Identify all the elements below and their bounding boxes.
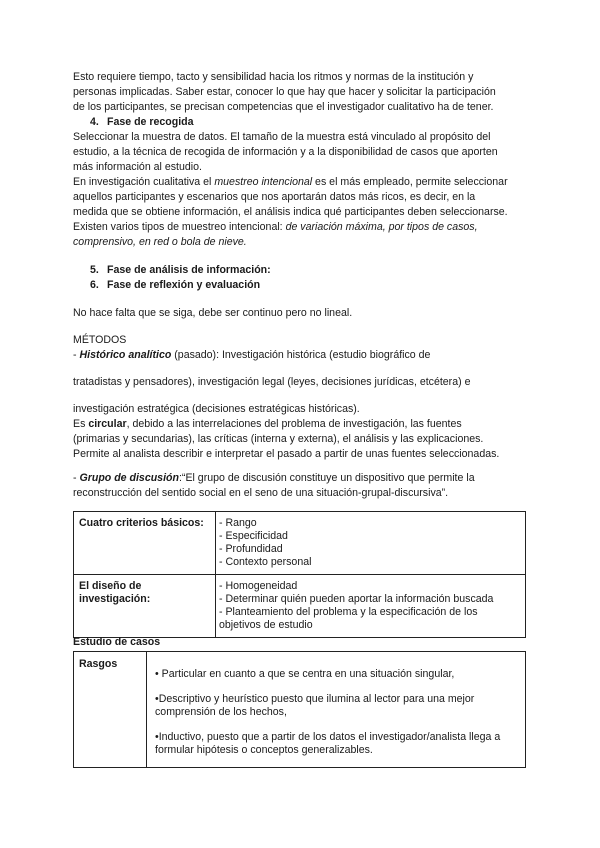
list-item: - Especificidad <box>219 530 288 542</box>
phase-6-number: 6. <box>90 279 99 291</box>
cualitativa-line-3: medida que se obtiene información, el análisis indica qué participantes deben seleccionarse. <box>73 206 508 218</box>
list-item: - Planteamiento del problema y la especificación de los objetivos de estudio <box>219 606 478 631</box>
list-item: • Particular en cuanto a que se centra en una situación singular, <box>155 668 455 680</box>
phase-6-heading <box>90 279 260 292</box>
list-item: - Profundidad <box>219 543 283 555</box>
criterios-values <box>216 512 526 575</box>
rasgos-values <box>147 652 526 768</box>
metodos-heading: MÉTODOS <box>73 334 127 346</box>
estudio-casos-heading: Estudio de casos <box>73 636 161 648</box>
historico-text: (pasado): Investigación histórica (estudio biográfico de <box>171 349 431 361</box>
recogida-line-2: estudio, a la técnica de recogida de información y a la disponibilidad de casos que aporten <box>73 146 498 158</box>
list-item: - Contexto personal <box>219 556 312 568</box>
historico-line-3: investigación estratégica (decisiones estratégicas históricas). <box>73 403 360 415</box>
cualitativa-text: En investigación cualitativa el <box>73 176 215 188</box>
muestreo-types: de variación máxima, por tipos de casos, <box>285 221 478 233</box>
intro-line-1: Esto requiere tiempo, tacto y sensibilidad hacia los ritmos y normas de la institución y <box>73 71 474 83</box>
dash: - <box>73 472 80 484</box>
no-hace-falta-text: No hace falta que se siga, debe ser continuo pero no lineal. <box>73 307 353 319</box>
intro-line-3: de los participantes, se precisan competencias que el investigador cualitativo ha de tener. <box>73 101 494 113</box>
historico-line-4 <box>73 418 462 431</box>
phase-4-heading <box>90 116 194 129</box>
phase-5-number: 5. <box>90 264 99 276</box>
grupo-line-2: reconstrucción del sentido social en el seno de una situación-grupal-discursiva”. <box>73 487 449 499</box>
recogida-line-1: Seleccionar la muestra de datos. El tamaño de la muestra está vinculado al propósito del <box>73 131 491 143</box>
grupo-line-1 <box>73 472 475 485</box>
historico-text: , debido a las interrelaciones del problema de investigación, las fuentes <box>126 418 462 430</box>
cualitativa-line-2: aquellos participantes y escenarios que nos aportarán datos más ricos, es decir, en la <box>73 191 476 203</box>
phase-4-number: 4. <box>90 116 99 128</box>
rasgos-key: Rasgos <box>74 652 147 768</box>
list-item: •Descriptivo y heurístico puesto que ilumina al lector para una mejor comprensión de los hechos, <box>155 693 475 718</box>
historico-text: Es <box>73 418 89 430</box>
historico-analitico-label: Histórico analítico <box>79 349 172 361</box>
historico-line-1 <box>73 349 430 362</box>
phase-5-heading <box>90 264 271 277</box>
criterios-key: Cuatro criterios básicos: <box>74 512 216 575</box>
diseno-key: El diseño de investigación: <box>74 575 216 638</box>
muestreo-intencional-term: muestreo intencional <box>214 176 313 188</box>
diseno-values <box>216 575 526 638</box>
cualitativa-text: es el más empleado, permite seleccionar <box>312 176 508 188</box>
recogida-line-3: más información al estudio. <box>73 161 202 173</box>
historico-line-2: tratadistas y pensadores), investigación legal (leyes, decisiones jurídicas, etcétera) e <box>73 376 471 388</box>
rasgos-table <box>73 651 526 768</box>
cualitativa-line-4 <box>73 221 478 234</box>
table-row <box>74 575 526 638</box>
phase-4-title: Fase de recogida <box>107 116 194 128</box>
list-item: - Homogeneidad <box>219 580 298 592</box>
table-row <box>74 512 526 575</box>
table-row <box>74 652 526 768</box>
criterios-table <box>73 511 526 638</box>
list-item: - Rango <box>219 517 257 529</box>
list-item: - Determinar quién pueden aportar la información buscada <box>219 593 494 605</box>
list-item: •Inductivo, puesto que a partir de los datos el investigador/analista llega a formular hipótesis o conceptos generalizables. <box>155 731 501 756</box>
cualitativa-text: Existen varios tipos de muestreo intencional: <box>73 221 286 233</box>
grupo-text: :“El grupo de discusión constituye un dispositivo que permite la <box>178 472 475 484</box>
cualitativa-line-1 <box>73 176 508 189</box>
historico-line-5: (primarias y secundarias), las críticas (interna y externa), el análisis y las explicaciones. <box>73 433 484 445</box>
phase-6-title: Fase de reflexión y evaluación <box>107 279 261 291</box>
dash: - <box>73 349 80 361</box>
phase-5-title: Fase de análisis de información: <box>107 264 271 276</box>
grupo-discusion-label: Grupo de discusión <box>79 472 179 484</box>
historico-line-6: Permite al analista describir e interpretar el pasado a partir de unas fuentes seleccionadas. <box>73 448 500 460</box>
cualitativa-line-5: comprensivo, en red o bola de nieve. <box>73 236 247 248</box>
intro-line-2: personas implicadas. Saber estar, conocer lo que hay que hacer y solicitar la participación <box>73 86 496 98</box>
circular-term: circular <box>88 418 127 430</box>
